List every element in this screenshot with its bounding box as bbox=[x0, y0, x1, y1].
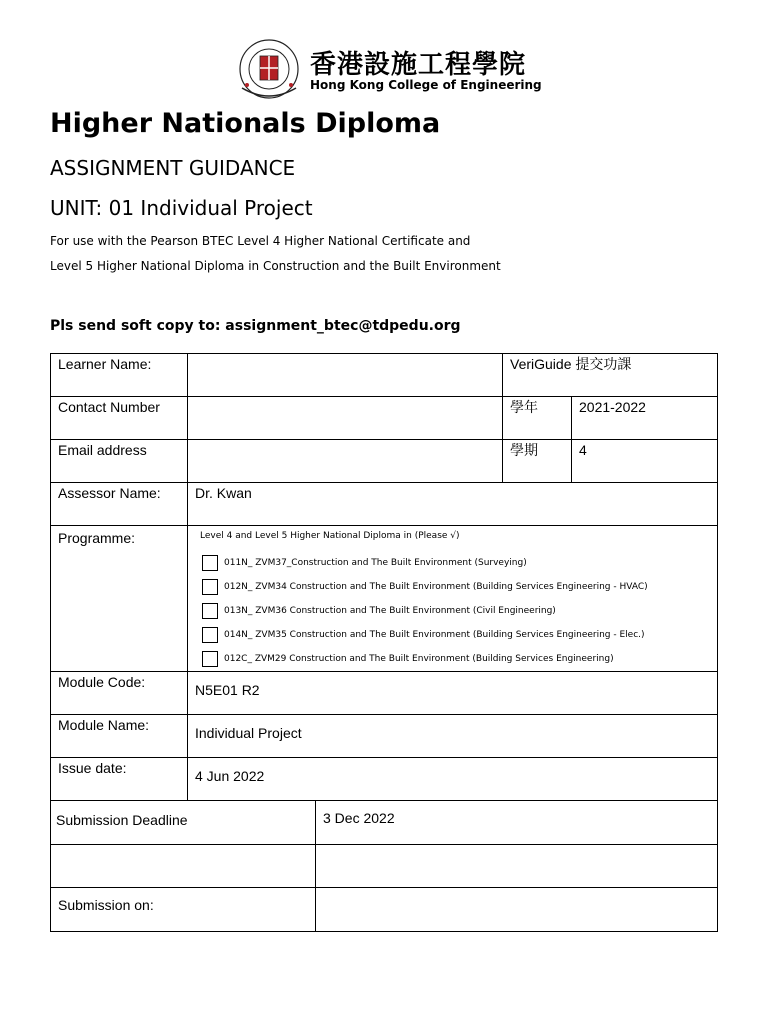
academic-year-label: 學年 bbox=[503, 397, 572, 440]
module-code-label: Module Code: bbox=[51, 672, 188, 715]
send-copy-note: Pls send soft copy to: assignment_btec@tdpedu.org bbox=[50, 318, 461, 334]
email-address-field[interactable] bbox=[188, 440, 503, 483]
submission-on-field[interactable] bbox=[316, 888, 718, 932]
use-line-1: For use with the Pearson BTEC Level 4 Higher National Certificate and bbox=[50, 234, 471, 248]
college-name-chinese: 香港設施工程學院 bbox=[310, 50, 527, 80]
checkbox-013n[interactable] bbox=[202, 603, 218, 619]
assessor-name-label: Assessor Name: bbox=[51, 483, 188, 526]
contact-number-label: Contact Number bbox=[51, 397, 188, 440]
blank-cell-right[interactable] bbox=[316, 845, 718, 888]
blank-cell-left bbox=[51, 845, 316, 888]
veriguide-label: VeriGuide 提交功課 bbox=[503, 354, 718, 397]
checkbox-012c[interactable] bbox=[202, 651, 218, 667]
college-name-english: Hong Kong College of Engineering bbox=[310, 78, 542, 92]
checkbox-012n[interactable] bbox=[202, 579, 218, 595]
assessor-name-value[interactable]: Dr. Kwan bbox=[188, 483, 718, 526]
submission-deadline-value[interactable]: 3 Dec 2022 bbox=[316, 801, 718, 845]
programme-option-011n[interactable]: 011N_ ZVM37_Construction and The Built Environment (Surveying) bbox=[202, 551, 717, 575]
unit-title: UNIT: 01 Individual Project bbox=[50, 196, 313, 220]
submission-on-label: Submission on: bbox=[51, 888, 316, 932]
document-title: Higher Nationals Diploma bbox=[50, 108, 441, 139]
programme-option-014n[interactable]: 014N_ ZVM35 Construction and The Built Environment (Building Services Engineering - Elec.) bbox=[202, 623, 717, 647]
academic-year-value[interactable]: 2021-2022 bbox=[572, 397, 718, 440]
programme-header: Level 4 and Level 5 Higher National Diploma in (Please √) bbox=[200, 531, 460, 541]
programme-label: Programme: bbox=[51, 526, 188, 672]
submission-deadline-label: Submission Deadline bbox=[51, 801, 316, 845]
programme-option-012n[interactable]: 012N_ ZVM34 Construction and The Built Environment (Building Services Engineering - HVAC) bbox=[202, 575, 717, 599]
module-name-label: Module Name: bbox=[51, 715, 188, 758]
issue-date-label: Issue date: bbox=[51, 758, 188, 801]
college-seal-icon bbox=[238, 38, 300, 100]
programme-options-cell bbox=[188, 526, 718, 672]
term-value[interactable]: 4 bbox=[572, 440, 718, 483]
issue-date-value[interactable]: 4 Jun 2022 bbox=[188, 758, 718, 801]
checkbox-014n[interactable] bbox=[202, 627, 218, 643]
module-code-value[interactable]: N5E01 R2 bbox=[188, 672, 718, 715]
use-line-2: Level 5 Higher National Diploma in Construction and the Built Environment bbox=[50, 259, 501, 273]
college-logo bbox=[238, 38, 542, 100]
module-name-value[interactable]: Individual Project bbox=[188, 715, 718, 758]
learner-name-label: Learner Name: bbox=[51, 354, 188, 397]
term-label: 學期 bbox=[503, 440, 572, 483]
contact-number-field[interactable] bbox=[188, 397, 503, 440]
assignment-form-table bbox=[50, 353, 718, 932]
programme-option-013n[interactable]: 013N_ ZVM36 Construction and The Built Environment (Civil Engineering) bbox=[202, 599, 717, 623]
checkbox-011n[interactable] bbox=[202, 555, 218, 571]
programme-option-012c[interactable]: 012C_ ZVM29 Construction and The Built Environment (Building Services Engineering) bbox=[202, 647, 717, 671]
learner-name-field[interactable] bbox=[188, 354, 503, 397]
email-address-label: Email address bbox=[51, 440, 188, 483]
document-subtitle: ASSIGNMENT GUIDANCE bbox=[50, 156, 296, 180]
